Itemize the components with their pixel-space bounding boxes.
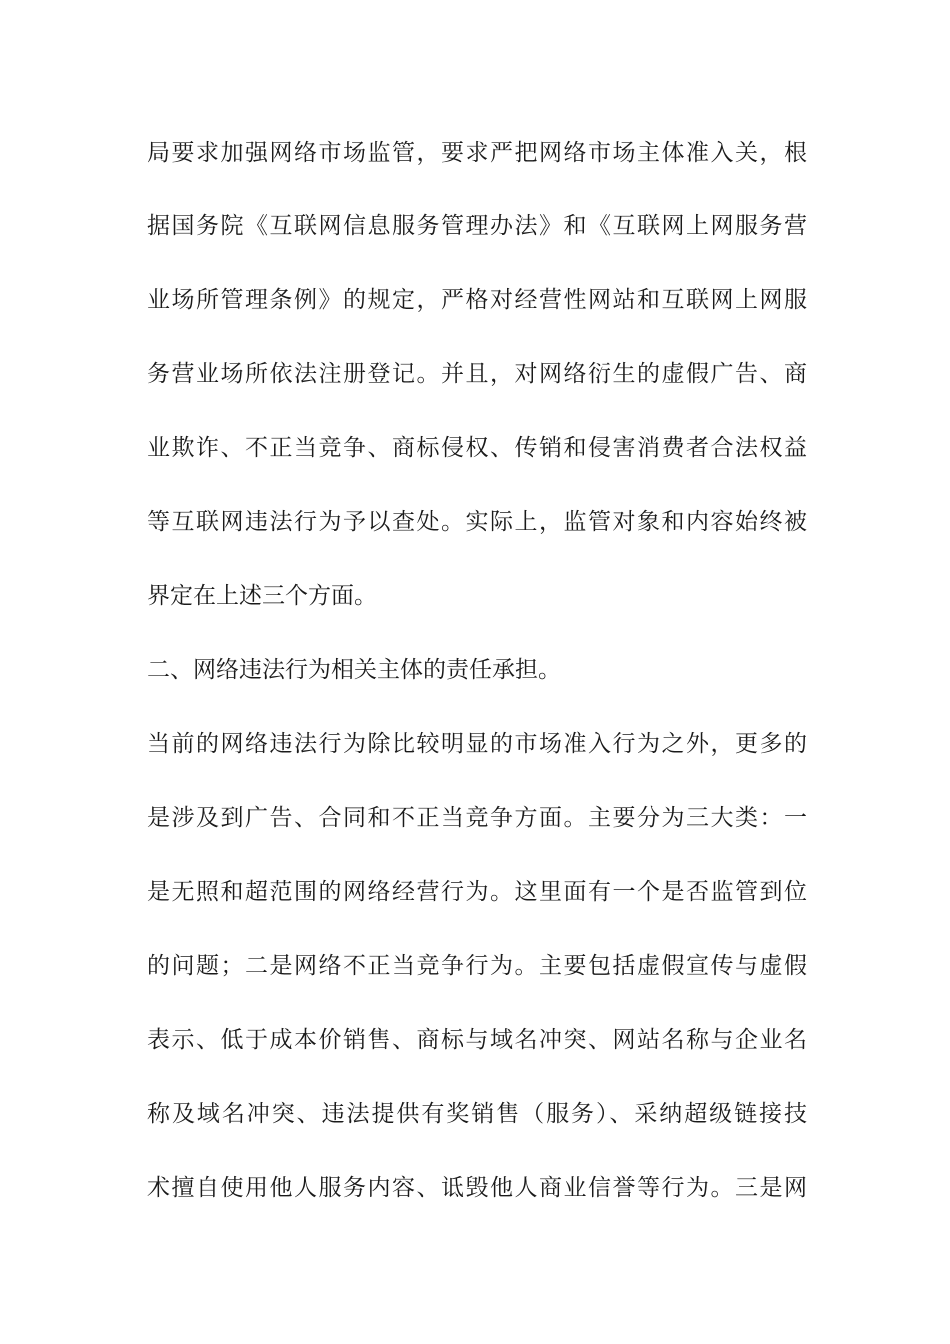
paragraph-2-line-7: 术擅自使用他人服务内容、诋毁他人商业信誉等行为。三是网 [147, 1175, 807, 1201]
paragraph-2-line-4: 的问题；二是网络不正当竞争行为。主要包括虚假宣传与虚假 [147, 953, 807, 979]
paragraph-1-line-4: 务营业场所依法注册登记。并且，对网络衍生的虚假广告、商 [147, 361, 807, 387]
paragraph-2-line-6: 称及域名冲突、违法提供有奖销售（服务）、采纳超级链接技 [147, 1101, 807, 1127]
paragraph-1-line-3: 业场所管理条例》的规定，严格对经营性网站和互联网上网服 [147, 287, 807, 313]
paragraph-1-line-7: 界定在上述三个方面。 [147, 583, 377, 609]
paragraph-1-line-1: 局要求加强网络市场监管，要求严把网络市场主体准入关，根 [147, 140, 807, 166]
paragraph-1-line-2: 据国务院《互联网信息服务管理办法》和《互联网上网服务营 [147, 213, 807, 239]
paragraph-2-line-2: 是涉及到广告、合同和不正当竞争方面。主要分为三大类：一 [147, 805, 807, 831]
paragraph-2-line-3: 是无照和超范围的网络经营行为。这里面有一个是否监管到位 [147, 879, 807, 905]
paragraph-2-line-5: 表示、低于成本价销售、商标与域名冲突、网站名称与企业名 [147, 1027, 807, 1053]
section-heading: 二、网络违法行为相关主体的责任承担。 [147, 657, 561, 683]
paragraph-2-line-1: 当前的网络违法行为除比较明显的市场准入行为之外，更多的 [147, 731, 807, 757]
paragraph-1-line-5: 业欺诈、不正当竞争、商标侵权、传销和侵害消费者合法权益 [147, 435, 807, 461]
paragraph-1-line-6: 等互联网违法行为予以查处。实际上，监管对象和内容始终被 [147, 509, 807, 535]
